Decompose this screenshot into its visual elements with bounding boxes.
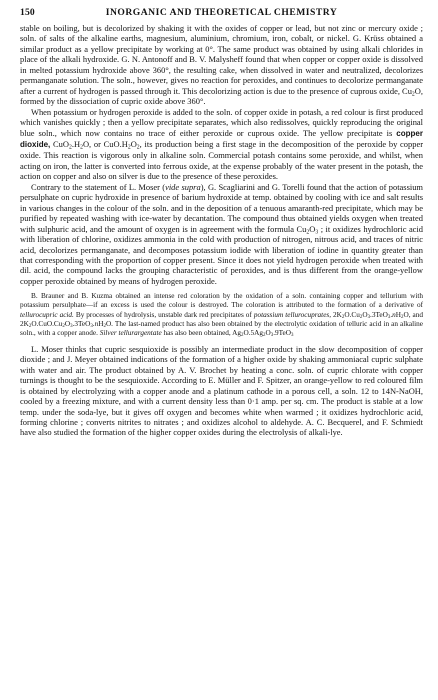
running-title: INORGANIC AND THEORETICAL CHEMISTRY — [105, 7, 338, 18]
paragraph: L. Moser thinks that cupric sesquioxide is possibly an intermediate product in the slow decomposition of copper dioxide ; and J. Meyer obtained indications of the formation of a higher oxide by shaking ammoniacal cupric sulphate with water and air. The product obtained by A. V. Brochet by heating a conc. soln. of cupric chlorate with copper turnings is thought to be the sesquioxide. According to E. Müller and F. Spitzer, an orange-yellow to red coloured film is obtained by electrolyzing with a copper anode and a platinum cathode in a porous cell, a soln. 12 to 14N-NaOH, cooled by a freezing mixture, and with a current density less than 0·1 amp. per sq. cm. The product is stable at a low temp. under the soda-lye, but it gives off oxygen and becomes white when warmed ; it oxidizes hydrochloric acid, forming chlorine ; converts nitrites to nitrates ; and oxidizes alcohol to aldehyde. A. C. Becquerel, and F. Schmiedt have also studied the formation of the higher copper oxides during the electrolysis of alkali-lye. — [20, 343, 423, 438]
page-header — [20, 7, 423, 18]
paragraph: B. Brauner and B. Kuzma obtained an intense red coloration by the oxidation of a soln. containing copper and tellurium with potassium persulphate—if an excess is used the colour is destroyed. The coloration is attributed to the formation of a derivative of tellurocupric acid. By processes of hydrolysis, unstable dark red precipitates of potassium tellurocuprates, $2K_2O.Cu_2O_3.3TeO_3.nH_2O$, and $2K_2O.CuO.Cu_2O_3.3TeO_3.nH_2O$. The last-named product has also been obtained by the electrolytic oxidation of telluric acid in an alkaline soln., with a copper anode. Silver tellurargentate has also been obtained, $Ag_2O.5Ag_2O_3.9TeO_3$ — [20, 292, 423, 338]
small-print-note — [20, 292, 423, 337]
paragraph: Contrary to the statement of L. Moser (vide supra), G. Scagliarini and G. Torelli found that the action of potassium persulphate on cupric hydroxide in presence of barium hydroxide at temp. obtained by cooling with ice and salt results in various changes in the colour of the soln. and in the deposition of a tenuous amaranth-red precipitate, which may be purified by repeated washing with ice-water by decantation. The compound thus obtained yields oxygen when treated with sulphuric acid, and the amount of oxygen is in agreement with the formula $Cu_2O_3$ ; it oxidizes hydrochloric acid with liberation of chlorine, oxidizes ammonia in the cold with production of nitrogen, nitrous acid, and traces of nitric acid, decolorizes permanganate, and decomposes potassium iodide with liberation of iodine in quantity greater than that corresponding with the proportion of copper present. Since it does not yield hydrogen peroxide when treated with dil. acid, the compound lacks the grouping characteristic of peroxides, and is thus different from the orange-yellow copper peroxide obtained by means of hydrogen peroxide. — [20, 181, 423, 286]
body-text — [20, 23, 423, 438]
paragraph: When potassium or hydrogen peroxide is added to the soln. of copper oxide in potash, a red colour is first produced which vanishes quickly ; then a yellow precipitate separates, which also redissolves, quickly reproducing the original blue soln., which now contains no trace of either peroxide or cuprous oxide. The yellow precipitate is copper dioxide, $CuO_2.H_2O$, or $CuO.H_2O_2$, its production being a first stage in the decomposition of the peroxide by copper oxide. This reaction is vigorous only in alkaline soln. Commercial potash contains some peroxide, and whilst, when acting on iron, the latter is converted into ferrous oxide, at the expense probably of the water present in the potash, the action on copper and also on silver is due to the presence of these peroxides. — [20, 106, 424, 182]
paragraph: stable on boiling, but is decolorized by shaking it with the oxides of copper or lead, but not zinc or mercury oxide ; soln. of salts of the alkaline earths, magnesium, aluminium, chromium, iron, cobalt, or nickel. G. Krüss obtained a similar product as a yellow precipitate by working at 0°. The same product was obtained by using alkali chlorides in place of the alkali hydroxide. G. N. Antonoff and B. V. Malysheff found that when copper or copper oxide is dissolved in melted potassium hydroxide above 360°, the resulting cake, when dissolved in water and neutralized, decolorizes permanganate solution. The soln., however, gives no reaction for peroxides, and continues to decolorize permanganate after a current of hydrogen is passed through it. This decolorizing action is due to the presence of cuprous oxide, $Cu_2O$, formed by the dissociation of cupric oxide above 360°. — [20, 23, 423, 107]
page-number: 150 — [20, 7, 35, 18]
